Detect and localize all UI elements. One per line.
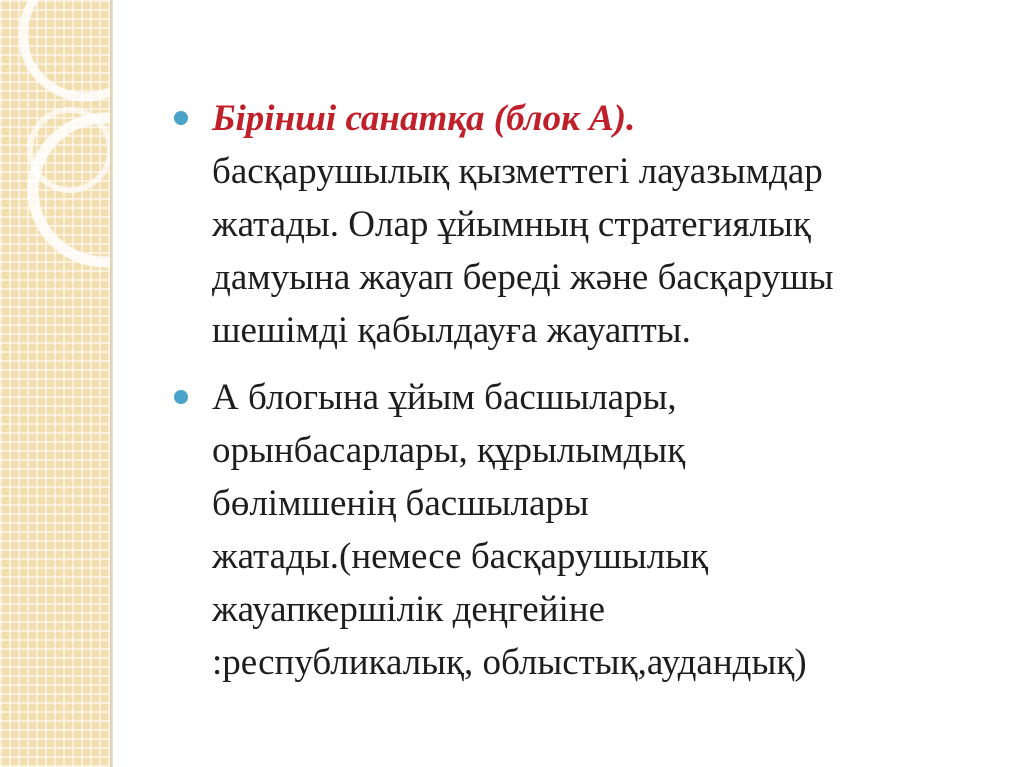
bullet-text-line: шешімді қабылдауға жауапты. <box>212 310 691 351</box>
bullet-text-line: А блогына ұйым басшылары, <box>212 377 677 418</box>
bullet-text-line: дамуына жауап береді және басқарушы <box>212 257 834 298</box>
bullet-item <box>174 92 1004 357</box>
bullet-text-line: орынбасарлары, құрылымдық <box>212 430 686 471</box>
slide-body <box>174 92 1004 703</box>
bullet-dot-icon <box>174 390 188 404</box>
bullet-text-line: :республикалық, облыстық,аудандық) <box>212 642 807 683</box>
decorative-rings <box>0 0 110 767</box>
ring-top <box>23 0 110 97</box>
bullet-item <box>174 371 1004 689</box>
bullet-text-line: бөлімшенің басшылары <box>212 483 589 524</box>
bullet-text-line: басқарушылық қызметтегі лауазымдар <box>212 151 823 192</box>
side-panel-edge <box>110 0 113 767</box>
bullet-text-line: жатады.(немесе басқарушылық <box>212 536 709 577</box>
bullet-text-line: жатады. Олар ұйымның стратегиялық <box>212 204 811 245</box>
bullet-dot-icon <box>174 111 188 125</box>
bullet-heading: Бірінші санатқа (блок А). <box>212 98 636 139</box>
decorative-side-panel <box>0 0 110 767</box>
bullet-text-line: жауапкершілік деңгейіне <box>212 589 606 630</box>
